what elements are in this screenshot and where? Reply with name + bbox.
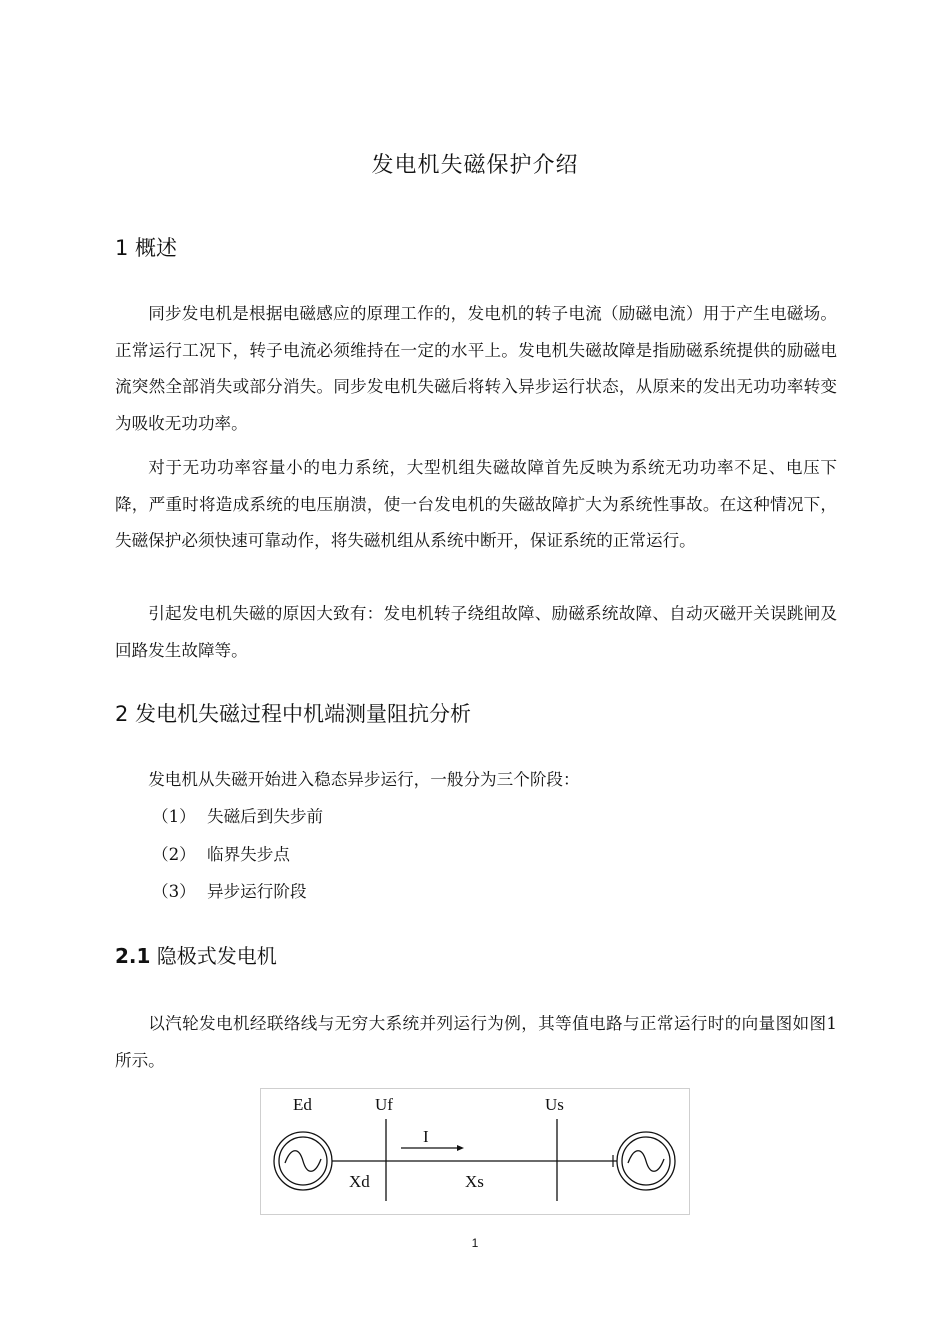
label-uf: Uf <box>375 1095 393 1114</box>
page-number: 1 <box>471 1236 479 1250</box>
list-item <box>152 836 323 874</box>
equivalent-circuit-figure <box>260 1088 690 1215</box>
section-2-1-title: 隐极式发电机 <box>156 944 277 968</box>
list-item-text: 异步运行阶段 <box>207 882 307 901</box>
section-1-heading: 1 概述 <box>115 236 178 260</box>
list-item-number: （1） <box>152 807 196 826</box>
section-1-paragraph-2: 对于无功功率容量小的电力系统，大型机组失磁故障首先反映为系统无功功率不足、电压下降，严重时将造成系统的电压崩溃，使一台发电机的失磁故障扩大为系统性事故。在这种情况下，失磁保护必须快速可靠动作，将失磁机组从系统中断开，保证系统的正常运行。 <box>115 458 837 550</box>
label-i: I <box>423 1127 429 1146</box>
section-1-paragraph-3: 引起发电机失磁的原因大致有：发电机转子绕组故障、励磁系统故障、自动灭磁开关误跳闸及回路发生故障等。 <box>115 604 837 660</box>
list-item-number: （3） <box>152 882 196 901</box>
label-xs: Xs <box>465 1172 484 1191</box>
current-arrow-icon <box>401 1145 464 1151</box>
label-xd: Xd <box>349 1172 370 1191</box>
section-2-1-heading <box>115 940 277 969</box>
label-us: Us <box>545 1095 564 1114</box>
generator-left-icon <box>274 1132 332 1190</box>
section-2-1-paragraph: 以汽轮发电机经联络线与无穷大系统并列运行为例，其等值电路与正常运行时的向量图如图1所示。 <box>115 1014 837 1070</box>
section-1-paragraph-1: 同步发电机是根据电磁感应的原理工作的，发电机的转子电流（励磁电流）用于产生电磁场。正常运行工况下，转子电流必须维持在一定的水平上。发电机失磁故障是指励磁系统提供的励磁电流突然全部消失或部分消失。同步发电机失磁后将转入异步运行状态，从原来的发出无功功率转变为吸收无功功率。 <box>115 304 837 433</box>
generator-right-icon <box>617 1132 675 1190</box>
list-item <box>152 873 323 911</box>
stage-list <box>152 798 323 911</box>
list-item-text: 临界失步点 <box>207 844 290 864</box>
list-item-number: （2） <box>152 844 196 864</box>
label-ed: Ed <box>293 1095 312 1114</box>
document-title: 发电机失磁保护介绍 <box>371 153 579 178</box>
section-2-1-number: 2.1 <box>115 944 151 968</box>
list-item-text: 失磁后到失步前 <box>207 807 324 826</box>
circuit-diagram <box>261 1089 689 1214</box>
section-2-intro: 发电机从失磁开始进入稳态异步运行，一般分为三个阶段： <box>148 770 580 789</box>
list-item <box>152 798 323 836</box>
section-2-heading: 2 发电机失磁过程中机端测量阻抗分析 <box>115 702 472 726</box>
